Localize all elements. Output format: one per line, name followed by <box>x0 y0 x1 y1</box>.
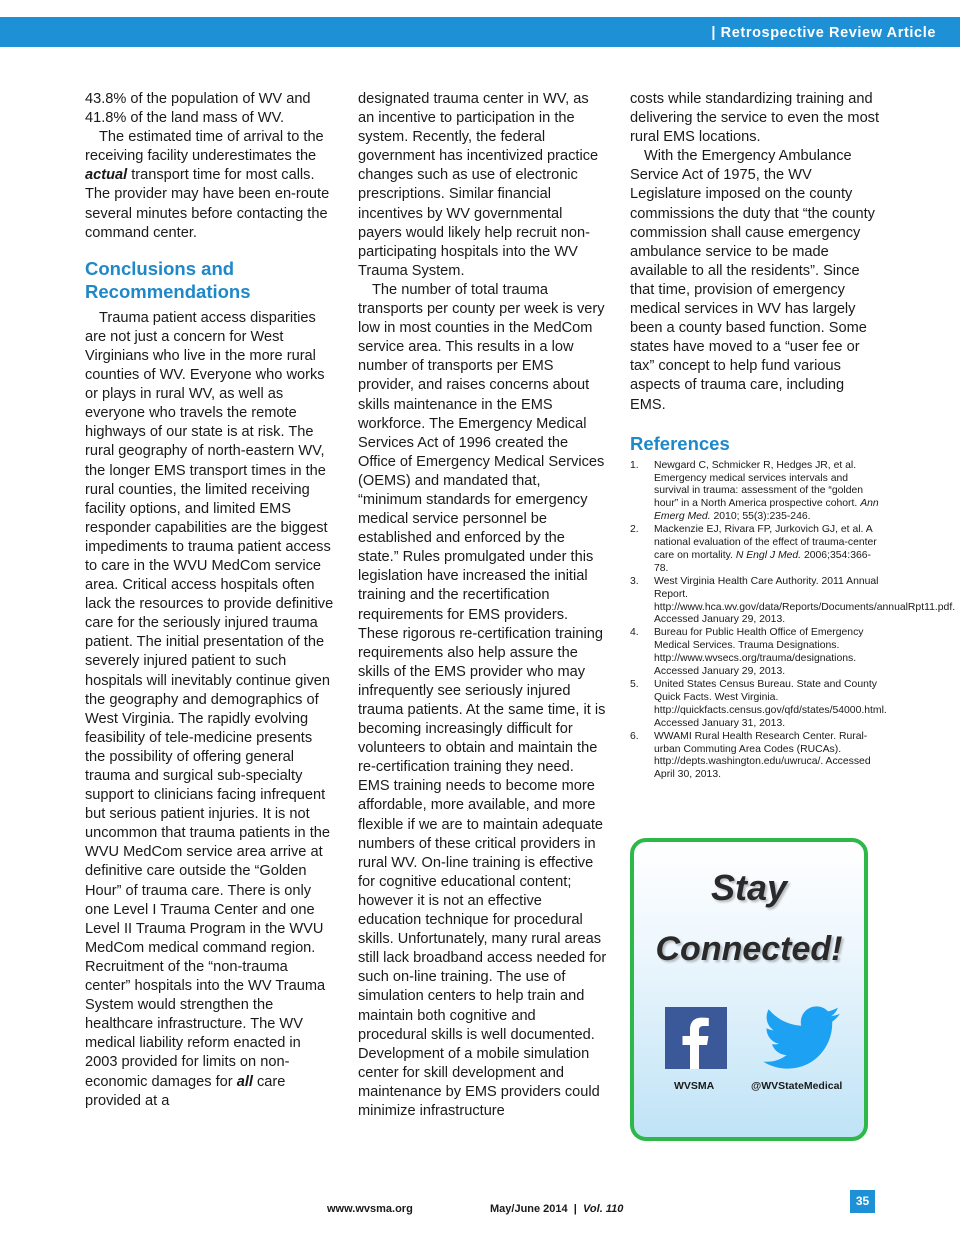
reference-item: 4. Bureau for Public Health Office of Emergency Medical Services. Trauma Designations. http://www.wvsecs.org/trauma/designations. Accessed January 29, 2013. <box>630 627 864 678</box>
reference-list <box>630 459 956 783</box>
article-type-label: | Retrospective Review Article <box>711 25 936 41</box>
footer-website[interactable]: www.wvsma.org <box>327 1203 413 1215</box>
paragraph: costs while standardizing training and delivering the service to even the most rural EMS locations. <box>630 91 880 146</box>
stay-heading: Stay <box>710 867 788 908</box>
paragraph: With the Emergency Ambulance Service Act of 1975, the WV Legislature imposed on the county commissions the duty that “the county commission shall cause emergency ambulance service to be made available to all the residents”. Since that time, provision of emergency medical services in WV has largely been a county based function. Some states have moved to a “user fee or tax” concept to help fund various aspects of trauma care, including EMS. <box>630 148 875 413</box>
reference-item: 3. West Virginia Health Care Authority. 2011 Annual Report. http://www.hca.wv.gov/data/Reports/Documents/annualRpt11.pdf. Accessed January 29, 2013. <box>630 575 956 626</box>
reference-item: 5. United States Census Bureau. State and County Quick Facts. West Virginia. http://quickfacts.census.gov/qfd/states/54000.html. Accessed January 31, 2013. <box>630 679 887 729</box>
column-2 <box>358 90 608 1121</box>
paragraph: 43.8% of the population of WV and 41.8% of the land mass of WV. <box>85 91 311 127</box>
column-3 <box>630 90 956 782</box>
paragraph: designated trauma center in WV, as an incentive to participation in the system. Recently, the federal government has incentivized practice changes such as use of electronic prescriptions. Similar financial incentives by WV governmental payers would likely help recruit non-participating hospitals into the WV Trauma System. <box>358 91 599 279</box>
twitter-icon[interactable] <box>762 1006 842 1072</box>
page-number: 35 <box>850 1190 875 1213</box>
reference-item: 6. WWAMI Rural Health Research Center. Rural-urban Commuting Area Codes (RUCAs). http://depts.washington.edu/uwruca/. Accessed April 30, 2013. <box>630 730 871 781</box>
section-heading-conclusions: Conclusions and Recommendations <box>85 257 251 302</box>
twitter-handle[interactable]: @WVStateMedical <box>751 1080 843 1092</box>
paragraph: The estimated time of arrival to the receiving facility underestimates the actual transport time for most calls. The provider may have been en-route several minutes before contacting the command center. <box>85 129 330 241</box>
reference-item: 2. Mackenzie EJ, Rivara FP, Jurkovich GJ, et al. A national evaluation of the effect of trauma-center care on mortality. N Engl J Med. 2006;354:366-78. <box>630 524 877 574</box>
section-heading-references: References <box>630 432 730 454</box>
facebook-icon[interactable] <box>665 1007 727 1069</box>
header-bar <box>0 17 960 47</box>
stay-connected-box <box>630 838 868 1141</box>
footer-issue: May/June 2014 | Vol. 110 <box>490 1203 624 1215</box>
paragraph: The number of total trauma transports per county per week is very low in most counties in the MedCom service area. This results in a low number of transports per EMS provider, and raises concerns about skills maintenance in the EMS workforce. The Emergency Medical Services Act of 1996 created the Office of Emergency Medical Services (OEMS) and mandated that, “minimum standards for emergency medical service personnel be established and enforced by the state.” Rules promulgated under this legislation have increased the initial training and the recertification requirements for EMS providers. These rigorous re-certification training requirements also help assure the skills of the EMS provider who may infrequently see seriously injured trauma patients. At the same time, it is becoming increasingly difficult for volunteers to obtain and maintain the re-certification training they need. EMS training needs to become more affordable, more available, and more flexible if we are to maintain adequate numbers of these critical providers in rural WV. On-line training is effective for cognitive educational content; however it is not an effective education technique for procedural skills. Unfortunately, many rural areas still lack broadband access needed for such on-line training. The use of simulation centers to help train and maintain both cognitive and procedural skills is well documented. Development of a mobile simulation center for skill development and maintenance by EMS providers could minimize infrastructure <box>358 281 607 1119</box>
connected-heading: Connected! <box>655 930 843 968</box>
facebook-handle[interactable]: WVSMA <box>674 1080 715 1092</box>
reference-item: 1. Newgard C, Schmicker R, Hedges JR, et al. Emergency medical services intervals and survival in trauma: assessment of the “golden hour” in a North America prospective cohort. Ann Emerg Med. 2010; 55(3):235-246. <box>630 459 879 523</box>
paragraph: Trauma patient access disparities are not just a concern for West Virginians who live in the more rural counties of WV. Everyone who works or plays in rural WV, as well as everyone who travels the remote highways of our state is at risk. The rural geography of north-eastern WV, the longer EMS transport times in the rural counties, the limited receiving facility options, and limited EMS responder capabilities are the biggest impediments to trauma patient access to care in the WVU MedCom service area. Critical access hospitals often lack the resources to provide definitive care for the seriously injured trauma patient. The initial presentation of the severely injured patient to such hospitals will inevitably continue given the geography and demographics of West Virginia. The rapidly evolving feasibility of tele-medicine presents the possibility of offering general trauma and surgical sub-specialty support to clinicians facing infrequent but serious patient injuries. It is not uncommon that trauma patients in the WVU MedCom service area arrive at definitive care outside the “Golden Hour” of trauma care. There is only one Level I Trauma Center and one Level II Trauma Program in the WVU MedCom medical command region. Recruitment of the “non-trauma center” hospitals into the WV Trauma System would strengthen the healthcare infrastructure. The WV medical liability reform enacted in 2003 provided for limits on non-economic damages for all care provided at a <box>85 309 334 1109</box>
column-1 <box>85 90 335 1111</box>
